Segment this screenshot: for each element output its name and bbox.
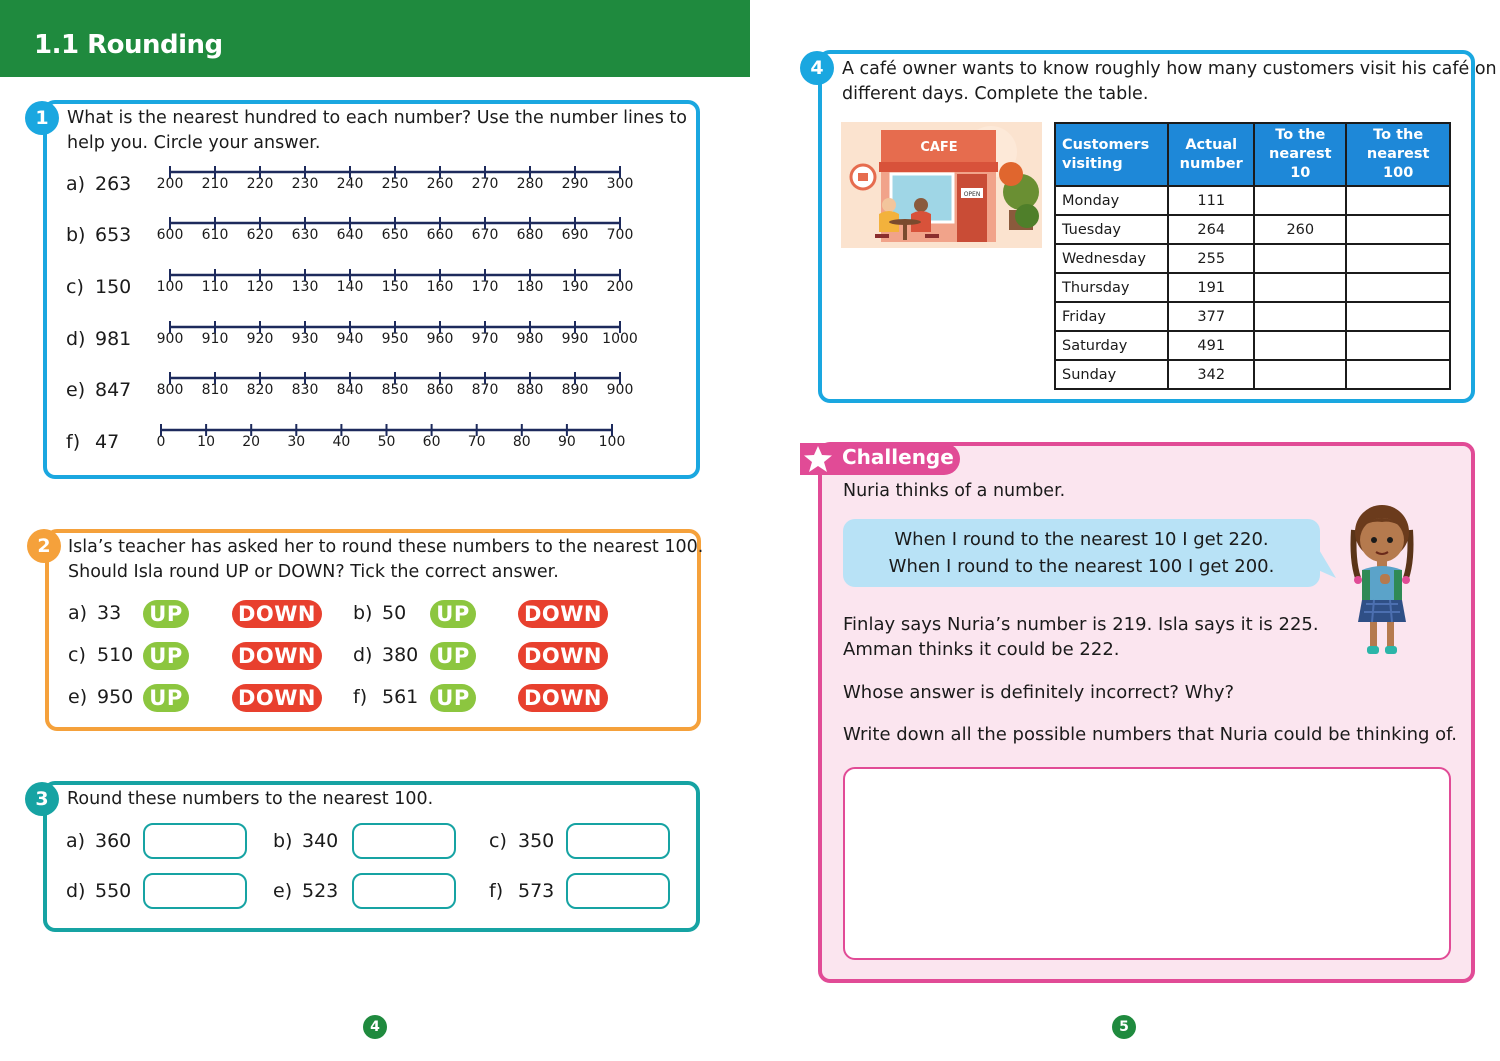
up-down-item-label: f) [353,686,368,708]
rounding-answer-box[interactable] [566,823,670,859]
cafe-table-header-line: To the [1275,127,1326,143]
up-option[interactable]: UP [143,684,189,712]
cafe-answer-cell[interactable] [1346,215,1450,244]
number-line-row-label: e) [66,379,86,401]
number-line-tick-label: 250 [381,176,409,192]
number-line-tick-label: 220 [246,176,274,192]
question-3-badge: 3 [25,782,59,816]
number-line-tick-label: 40 [332,434,351,450]
number-line-tick-label: 690 [561,227,589,243]
cafe-actual-cell: 111 [1168,186,1254,215]
cafe-table-header-line: nearest 10 [1269,146,1332,181]
number-line-tick-label: 280 [516,176,544,192]
number-line-tick-label: 190 [561,279,589,295]
rounding-answer-box[interactable] [352,823,456,859]
up-down-item-label: c) [68,644,86,666]
number-line-tick-label: 70 [467,434,486,450]
number-line-tick-label: 600 [156,227,184,243]
number-line-tick-label: 80 [512,434,531,450]
number-line-tick-label: 200 [606,279,634,295]
question-4-text-line2: different days. Complete the table. [842,84,1149,104]
rounding-item-label: a) [66,830,86,852]
number-line-tick-label: 980 [516,331,544,347]
up-option[interactable]: UP [143,600,189,628]
challenge-intro: Nuria thinks of a number. [843,481,1066,501]
question-1-text-line1: What is the nearest hundred to each number? Use the number lines to [67,108,687,128]
down-option[interactable]: DOWN [518,600,608,628]
cafe-open-sign: OPEN [963,191,981,198]
up-option[interactable]: UP [430,600,476,628]
cafe-table-row [1055,215,1450,244]
rounding-item-label: f) [489,880,504,902]
cafe-answer-cell[interactable]: 260 [1254,215,1346,244]
number-line-tick-label: 260 [426,176,454,192]
number-line-tick-label: 30 [287,434,306,450]
speech-bubble [843,519,1320,587]
number-line-tick-label: 150 [381,279,409,295]
rounding-answer-box[interactable] [352,873,456,909]
rounding-answer-box[interactable] [566,873,670,909]
rounding-item-label: d) [66,880,86,902]
challenge-para-line2: Amman thinks it could be 222. [843,639,1120,660]
cafe-day-cell: Wednesday [1055,244,1168,273]
number-line-tick-label: 120 [246,279,274,295]
rounding-item-label: b) [273,830,293,852]
cafe-day-cell: Monday [1055,186,1168,215]
question-1-badge: 1 [25,101,59,135]
number-line-target-value: 150 [95,276,132,298]
number-line-target-value: 47 [95,431,120,453]
cafe-actual-cell: 342 [1168,360,1254,389]
number-line-tick-label: 650 [381,227,409,243]
girl-character-illustration [1340,500,1424,662]
number-line-tick-label: 850 [381,382,409,398]
question-2-text-line1: Isla’s teacher has asked her to round these numbers to the nearest 100. [68,537,704,557]
cafe-table-row [1055,302,1450,331]
cafe-table-row [1055,331,1450,360]
number-line-tick-label: 910 [201,331,229,347]
number-line-tick-label: 270 [471,176,499,192]
cafe-actual-cell: 264 [1168,215,1254,244]
cafe-answer-cell[interactable] [1254,273,1346,302]
challenge-para-line1: Finlay says Nuria’s number is 219. Isla says it is 225. [843,614,1319,635]
cafe-answer-cell[interactable] [1254,244,1346,273]
cafe-day-cell: Sunday [1055,360,1168,389]
number-line-tick-label: 700 [606,227,634,243]
speech-line-1: When I round to the nearest 10 I get 220. [894,529,1269,550]
question-4-badge: 4 [800,51,834,85]
challenge-title: Challenge [842,445,954,469]
number-line-row-label: b) [66,224,86,246]
cafe-answer-cell[interactable] [1254,331,1346,360]
number-line-tick-label: 180 [516,279,544,295]
number-line-row-label: f) [66,431,81,453]
rounding-item-value: 550 [95,880,132,902]
cafe-sign-text: CAFE [920,140,958,155]
cafe-answer-cell[interactable] [1254,186,1346,215]
up-down-item-value: 33 [97,602,122,624]
challenge-question-2: Write down all the possible numbers that Nuria could be thinking of. [843,724,1457,745]
cafe-actual-cell: 191 [1168,273,1254,302]
number-line-tick-label: 100 [156,279,184,295]
star-icon [803,445,833,473]
question-2-text-line2: Should Isla round UP or DOWN? Tick the correct answer. [68,562,559,582]
rounding-item-value: 360 [95,830,132,852]
number-line-tick-label: 830 [291,382,319,398]
cafe-day-cell: Friday [1055,302,1168,331]
challenge-question-1: Whose answer is definitely incorrect? Why? [843,682,1235,703]
number-line-tick-label: 610 [201,227,229,243]
number-line-tick-label: 140 [336,279,364,295]
up-option[interactable]: UP [430,684,476,712]
number-line-tick-label: 920 [246,331,274,347]
number-line-tick-label: 870 [471,382,499,398]
cafe-table-header-line: nearest 100 [1366,146,1430,181]
challenge-answer-area[interactable] [843,767,1451,960]
number-line-tick-label: 230 [291,176,319,192]
cafe-answer-cell[interactable] [1346,302,1450,331]
number-line-target-value: 981 [95,328,132,350]
number-line-tick-label: 900 [606,382,634,398]
rounding-item-value: 573 [518,880,555,902]
cafe-table-header-line: To the [1373,127,1424,143]
cafe-table-row [1055,244,1450,273]
cafe-illustration [841,122,1042,248]
number-line-tick-label: 820 [246,382,274,398]
number-line-target-value: 847 [95,379,132,401]
number-line-row-label: c) [66,276,84,298]
number-line-tick-label: 130 [291,279,319,295]
question-4-text-line1: A café owner wants to know roughly how many customers visit his café on [842,59,1497,79]
down-option[interactable]: DOWN [518,684,608,712]
number-line-tick-label: 930 [291,331,319,347]
up-down-item-label: b) [353,602,373,624]
number-line-target-value: 263 [95,173,132,195]
number-line-tick-label: 160 [426,279,454,295]
up-down-item-value: 950 [97,686,134,708]
cafe-table-header-cell [1254,123,1346,186]
number-line-row-label: a) [66,173,86,195]
up-down-item-label: a) [68,602,88,624]
number-line-tick-label: 110 [201,279,229,295]
number-line-tick-label: 800 [156,382,184,398]
cafe-actual-cell: 491 [1168,331,1254,360]
number-line-tick-label: 240 [336,176,364,192]
number-line-tick-label: 60 [422,434,441,450]
cafe-answer-cell[interactable] [1254,360,1346,389]
cafe-table-header-line: visiting [1062,155,1123,172]
number-line-tick-label: 670 [471,227,499,243]
cafe-table-header-row [1055,123,1450,186]
cafe-actual-cell: 255 [1168,244,1254,273]
cafe-answer-cell[interactable] [1346,360,1450,389]
number-line-tick-label: 200 [156,176,184,192]
cafe-table-row [1055,273,1450,302]
number-line-tick-label: 660 [426,227,454,243]
number-line-tick-label: 290 [561,176,589,192]
number-line-tick-label: 950 [381,331,409,347]
question-2-badge: 2 [27,529,61,563]
number-line-tick-label: 0 [156,434,166,450]
cafe-day-cell: Tuesday [1055,215,1168,244]
speech-bubble-tail [1318,548,1338,580]
down-option[interactable]: DOWN [518,642,608,670]
number-line-tick-label: 630 [291,227,319,243]
cafe-answer-cell[interactable] [1254,302,1346,331]
up-down-item-label: e) [68,686,88,708]
number-line-tick-label: 970 [471,331,499,347]
up-down-item-value: 561 [382,686,419,708]
cafe-answer-cell[interactable] [1346,331,1450,360]
cafe-answer-cell[interactable] [1346,273,1450,302]
cafe-answer-cell[interactable] [1346,186,1450,215]
cafe-table-header-line: Actual [1185,136,1238,153]
number-line-tick-label: 990 [561,331,589,347]
number-line-row-label: d) [66,328,86,350]
cafe-table-header-cell [1055,123,1168,186]
number-line-tick-label: 880 [516,382,544,398]
question-3-text: Round these numbers to the nearest 100. [67,789,434,809]
number-line-tick-label: 50 [377,434,396,450]
cafe-table-header-cell [1346,123,1450,186]
number-line-tick-label: 810 [201,382,229,398]
number-line-tick-label: 640 [336,227,364,243]
number-line-target-value: 653 [95,224,132,246]
number-line-tick-label: 900 [156,331,184,347]
number-line-tick-label: 100 [598,434,626,450]
rounding-item-label: e) [273,880,293,902]
number-line-tick-label: 960 [426,331,454,347]
down-option[interactable]: DOWN [232,642,322,670]
rounding-item-value: 350 [518,830,555,852]
rounding-item-label: c) [489,830,507,852]
page-number-left: 4 [363,1015,387,1039]
number-line-tick-label: 300 [606,176,634,192]
number-line-tick-label: 860 [426,382,454,398]
up-down-item-label: d) [353,644,373,666]
number-line-tick-label: 170 [471,279,499,295]
number-line-tick-label: 1000 [602,331,638,347]
up-down-item-value: 510 [97,644,134,666]
down-option[interactable]: DOWN [232,684,322,712]
up-down-item-value: 380 [382,644,419,666]
up-down-item-value: 50 [382,602,407,624]
number-line-tick-label: 10 [197,434,216,450]
rounding-item-value: 523 [302,880,339,902]
cafe-answer-cell[interactable] [1346,244,1450,273]
number-line-tick-label: 90 [557,434,576,450]
number-line-tick-label: 940 [336,331,364,347]
number-line-tick-label: 210 [201,176,229,192]
cafe-table-header-line: Customers [1062,136,1150,153]
chapter-title: 1.1 Rounding [34,30,223,60]
rounding-item-value: 340 [302,830,339,852]
rounding-answer-box[interactable] [143,823,247,859]
cafe-table [1054,122,1451,390]
up-option[interactable]: UP [430,642,476,670]
question-1-box [43,100,700,479]
number-line-tick-label: 620 [246,227,274,243]
cafe-table-header-cell [1168,123,1254,186]
number-line-tick-label: 840 [336,382,364,398]
cafe-table-row [1055,360,1450,389]
speech-line-2: When I round to the nearest 100 I get 200. [888,556,1275,577]
number-line-tick-label: 890 [561,382,589,398]
cafe-day-cell: Thursday [1055,273,1168,302]
cafe-table-header-line: number [1179,155,1243,172]
page-number-right: 5 [1112,1015,1136,1039]
question-1-text-line2: help you. Circle your answer. [67,133,321,153]
number-line-tick-label: 20 [242,434,261,450]
cafe-table-row [1055,186,1450,215]
cafe-day-cell: Saturday [1055,331,1168,360]
down-option[interactable]: DOWN [232,600,322,628]
up-option[interactable]: UP [143,642,189,670]
cafe-actual-cell: 377 [1168,302,1254,331]
number-line-tick-label: 680 [516,227,544,243]
rounding-answer-box[interactable] [143,873,247,909]
